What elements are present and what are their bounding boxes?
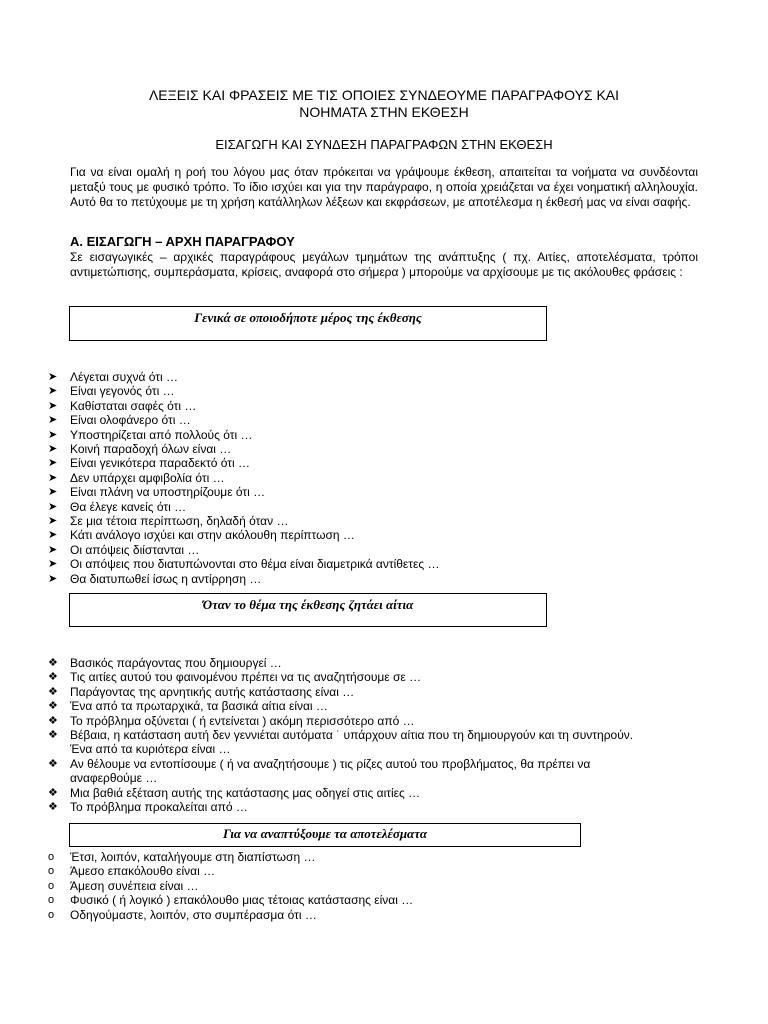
box-causes: Όταν το θέμα της έκθεσης ζητάει αίτια [69,593,547,627]
intro-paragraph: Για να είναι ομαλή η ροή του λόγου μας όταν πρόκειται να γράψουμε έκθεση, απαιτείται τα νοήματα να συνδέονται μεταξύ τους με φυσικό τρόπο. Το ίδιο ισχύει και για την παράγραφο, η οποία χρειάζεται να έχει νοηματική αλληλουχία. Αυτό θα το πετύχουμε με τη χρήση κατάλληλων λέξεων και εκφράσεων, με αποτέλεσμα η έκθεσή μας να είναι σαφής. [70,165,698,209]
list-item [48,800,698,814]
list-item [48,656,698,670]
bullet-icon: ➤ [48,486,58,499]
list-item-text: Θα διατυπωθεί ίσως η αντίρρηση … [70,571,262,586]
bullet-icon: ➤ [48,529,58,542]
list-item-text: Φυσικό ( ή λογικό ) επακόλουθο μιας τέτοιας κατάστασης είναι … [70,893,414,908]
list-item-text: Δεν υπάρχει αμφιβολία ότι … [70,470,225,485]
box-results: Για να αναπτύξουμε τα αποτελέσματα [69,823,581,847]
bullet-icon: ❖ [48,729,58,742]
bullet-icon: ❖ [48,700,58,713]
bullet-icon: ➤ [48,457,58,470]
list-item [48,864,698,878]
list-item [48,908,698,922]
bullet-icon: o [48,894,55,907]
list-item-text: Λέγεται συχνά ότι … [70,370,179,384]
list-item-text: Ένα από τα πρωταρχικά, τα βασικά αίτια είναι … [70,699,328,714]
list-item-text: Οι απόψεις που διατυπώνονται στο θέμα είναι διαμετρικά αντίθετες … [70,557,440,572]
list-item-text: Είναι πλάνη να υποστηρίζουμε ότι … [70,485,266,500]
bullet-icon: ❖ [48,757,58,770]
list-item [48,670,698,684]
list-item-text: Είναι γεγονός ότι … [70,384,175,399]
list-item-text: Μια βαθιά εξέταση αυτής της κατάστασης μας οδηγεί στις αιτίες … [70,785,421,800]
list-item [48,685,698,699]
list-item [48,456,698,470]
list-item-text: Οι απόψεις διίστανται … [70,542,200,557]
list-item-text: Καθίσταται σαφές ότι … [70,398,197,413]
list-item-text: Θα έλεγε κανείς ότι … [70,499,187,514]
list-item-text: Είναι γενικότερα παραδεκτό ότι … [70,456,250,471]
section-a-heading: Α. ΕΙΣΑΓΩΓΗ – ΑΡΧΗ ΠΑΡΑΓΡΑΦΟΥ [70,234,295,249]
bullet-icon: ❖ [48,671,58,684]
list-item-continuation: αναφερθούμε … [70,771,158,786]
list-item-text: Βασικός παράγοντας που δημιουργεί … [70,656,282,670]
section-a-text: Σε εισαγωγικές – αρχικές παραγράφους μεγάλων τμημάτων της ανάπτυξης ( πχ. Αιτίες, αποτελέσματα, τρόποι αντιμετώπισης, συμπεράσματα, κρίσεις, αναφορά στο σήμερα ) μπορούμε να αρχίσουμε με τις ακόλουθες φράσεις : [70,250,698,279]
bullet-icon: ➤ [48,543,58,556]
bullet-icon: ❖ [48,657,58,669]
list-item [48,714,698,728]
list-item [48,879,698,893]
box-general: Γενικά σε οποιοδήποτε μέρος της έκθεσης [69,306,547,341]
bullet-icon: ❖ [48,685,58,698]
list-causes-phrases [48,656,698,814]
document-subtitle: ΕΙΣΑΓΩΓΗ ΚΑΙ ΣΥΝΔΕΣΗ ΠΑΡΑΓΡΑΦΩΝ ΣΤΗΝ ΕΚΘΕΣΗ [215,137,553,152]
list-item [48,543,698,557]
bullet-icon: ➤ [48,500,58,513]
title-line-1: ΛΕΞΕΙΣ ΚΑΙ ΦΡΑΣΕΙΣ ΜΕ ΤΙΣ ΟΠΟΙΕΣ ΣΥΝΔΕΟΥΜΕ ΠΑΡΑΓΡΑΦΟΥΣ ΚΑΙ [148,87,620,103]
document-title [70,87,698,121]
list-item [48,528,698,542]
bullet-icon: ➤ [48,385,58,398]
list-item-text: Βέβαια, η κατάσταση αυτή δεν γεννιέται αυτόματα ˙ υπάρχουν αίτια που τη δημιουργούν και τη συντηρούν. [70,728,634,743]
list-item-text: Το πρόβλημα οξύνεται ( ή εντείνεται ) ακόμη περισσότερο από … [70,713,415,728]
bullet-icon: ❖ [48,801,58,814]
list-item [48,699,698,713]
list-item [48,399,698,413]
list-item-text: Παράγοντας της αρνητικής αυτής κατάστασης είναι … [70,684,355,699]
bullet-icon: ➤ [48,558,58,571]
bullet-icon: o [48,851,55,863]
list-item [48,728,698,757]
list-item-continuation: Ένα από τα κυριότερα είναι … [70,742,231,757]
list-item [48,428,698,442]
list-item [48,384,698,398]
bullet-icon: ❖ [48,786,58,799]
bullet-icon: o [48,908,55,921]
list-item [48,370,698,384]
list-item [48,850,698,864]
list-item-text: Άμεση συνέπεια είναι … [70,878,199,893]
list-item-text: Είναι ολοφάνερο ότι … [70,413,191,428]
list-item [48,471,698,485]
bullet-icon: ➤ [48,399,58,412]
list-item-text: Άμεσο επακόλουθο είναι … [70,864,216,879]
list-item-text: Αν θέλουμε να εντοπίσουμε ( ή να αναζητήσουμε ) τις ρίζες αυτού του προβλήματος, θα πρέπει να [70,756,591,771]
list-item-text: Οδηγούμαστε, λοιπόν, στο συμπέρασμα ότι … [70,907,317,922]
bullet-icon: ➤ [48,443,58,456]
list-item-text: Έτσι, λοιπόν, καταλήγουμε στη διαπίστωση … [70,850,316,864]
list-item [48,572,698,586]
list-item [48,485,698,499]
list-general-phrases [48,370,698,586]
list-item-text: Κάτι ανάλογο ισχύει και στην ακόλουθη περίπτωση … [70,528,355,543]
bullet-icon: ➤ [48,371,58,383]
list-item-text: Υποστηρίζεται από πολλούς ότι … [70,427,253,442]
list-item [48,757,698,786]
list-item [48,893,698,907]
list-item [48,500,698,514]
list-item [48,557,698,571]
list-item [48,786,698,800]
list-results-phrases [48,850,698,922]
bullet-icon: ➤ [48,471,58,484]
bullet-icon: ❖ [48,714,58,727]
bullet-icon: ➤ [48,414,58,427]
list-item [48,442,698,456]
list-item-text: Τις αιτίες αυτού του φαινομένου πρέπει να τις αναζητήσουμε σε … [70,670,422,685]
list-item [48,413,698,427]
title-line-2: ΝΟΗΜΑΤΑ ΣΤΗΝ ΕΚΘΕΣΗ [299,104,469,120]
list-item-text: Κοινή παραδοχή όλων είναι … [70,442,232,457]
bullet-icon: o [48,865,55,878]
bullet-icon: o [48,879,55,892]
list-item-text: Το πρόβλημα προκαλείται από … [70,800,248,815]
list-item [48,514,698,528]
list-item-text: Σε μια τέτοια περίπτωση, δηλαδή όταν … [70,514,289,529]
bullet-icon: ➤ [48,515,58,528]
bullet-icon: ➤ [48,428,58,441]
bullet-icon: ➤ [48,572,58,585]
